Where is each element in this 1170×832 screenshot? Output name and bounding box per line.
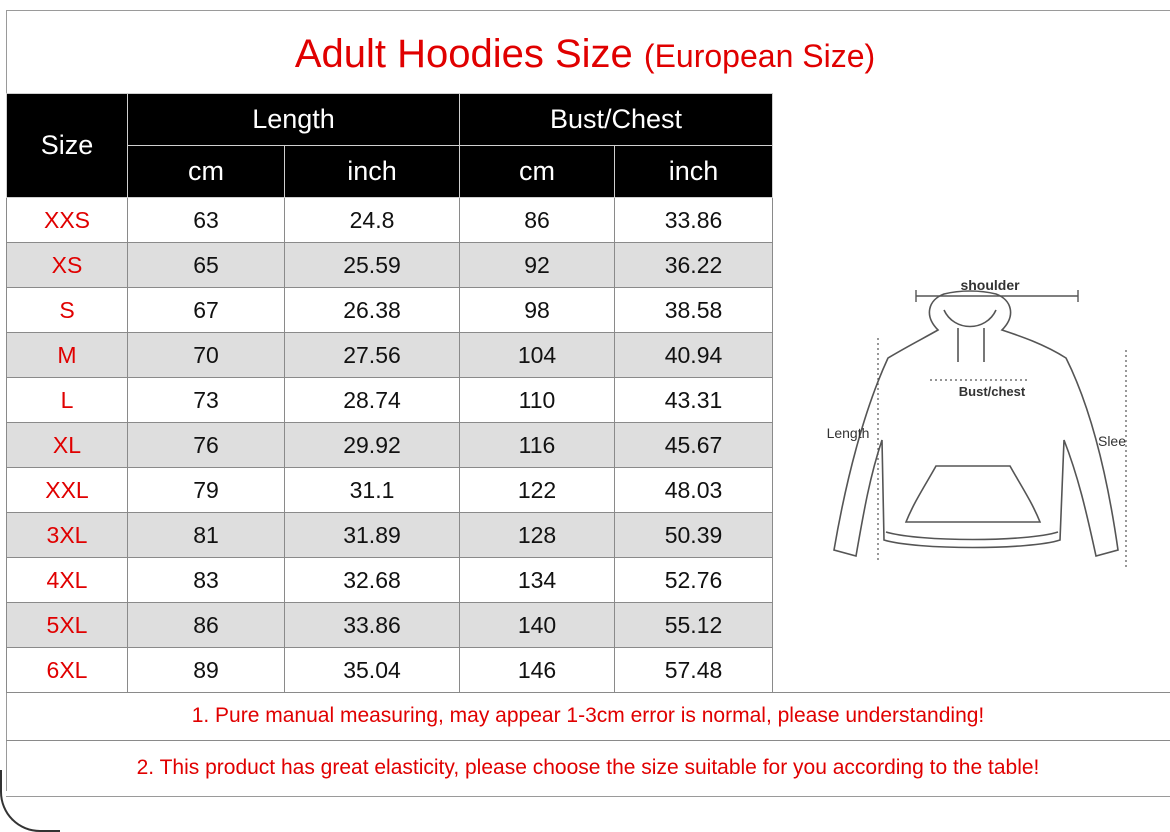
measure-cell: 31.89 [285, 513, 460, 558]
measure-cell: 140 [460, 603, 615, 648]
measure-cell: 76 [128, 423, 285, 468]
waistband [886, 532, 1058, 540]
measure-cell: 65 [128, 243, 285, 288]
unit-header: inch [285, 146, 460, 198]
size-cell: S [7, 288, 128, 333]
table-row [7, 288, 773, 333]
measure-cell: 128 [460, 513, 615, 558]
table-row [7, 558, 773, 603]
measure-cell: 122 [460, 468, 615, 513]
size-table [6, 93, 773, 693]
measure-cell: 45.67 [615, 423, 773, 468]
measure-cell: 104 [460, 333, 615, 378]
measure-cell: 67 [128, 288, 285, 333]
table-row [7, 423, 773, 468]
measure-cell: 43.31 [615, 378, 773, 423]
title-main: Adult Hoodies Size [294, 32, 633, 76]
size-cell: XXL [7, 468, 128, 513]
measure-cell: 28.74 [285, 378, 460, 423]
measure-cell: 38.58 [615, 288, 773, 333]
table-row [7, 648, 773, 693]
measure-cell: 27.56 [285, 333, 460, 378]
size-header: Size [7, 94, 128, 198]
unit-header: inch [615, 146, 773, 198]
hoodie-diagram [820, 270, 1132, 580]
frame-bottom-line [6, 796, 1170, 797]
title-sub: (European Size) [643, 38, 876, 74]
table-row [7, 378, 773, 423]
measure-cell: 32.68 [285, 558, 460, 603]
measure-cell: 116 [460, 423, 615, 468]
measure-cell: 110 [460, 378, 615, 423]
table-bottom-rule [6, 692, 1170, 693]
size-cell: 4XL [7, 558, 128, 603]
measure-cell: 92 [460, 243, 615, 288]
note-measuring: 1. Pure manual measuring, may appear 1-3cm error is normal, please understanding! [191, 704, 985, 727]
measure-cell: 40.94 [615, 333, 773, 378]
size-cell: L [7, 378, 128, 423]
size-cell: 3XL [7, 513, 128, 558]
table-row [7, 603, 773, 648]
bust-label: Bust/chest [958, 384, 1026, 399]
measure-cell: 29.92 [285, 423, 460, 468]
size-cell: 6XL [7, 648, 128, 693]
measure-cell: 25.59 [285, 243, 460, 288]
size-cell: XL [7, 423, 128, 468]
measure-cell: 33.86 [615, 198, 773, 243]
hood-opening [944, 310, 996, 327]
size-cell: M [7, 333, 128, 378]
note-elasticity: 2. This product has great elasticity, please choose the size suitable for you according to the table! [136, 756, 1040, 779]
shoulder-label: shoulder [960, 277, 1020, 293]
size-cell: XS [7, 243, 128, 288]
measure-cell: 24.8 [285, 198, 460, 243]
measure-cell: 33.86 [285, 603, 460, 648]
pocket [906, 466, 1040, 522]
unit-header: cm [460, 146, 615, 198]
table-row [7, 333, 773, 378]
measure-cell: 36.22 [615, 243, 773, 288]
measure-cell: 83 [128, 558, 285, 603]
measure-cell: 57.48 [615, 648, 773, 693]
measure-cell: 134 [460, 558, 615, 603]
table-row [7, 468, 773, 513]
sleeve-label: Slee [1097, 433, 1127, 449]
notes-separator [6, 740, 1170, 741]
measure-cell: 81 [128, 513, 285, 558]
measure-cell: 35.04 [285, 648, 460, 693]
length-header: Length [128, 94, 460, 146]
size-cell: 5XL [7, 603, 128, 648]
measure-cell: 26.38 [285, 288, 460, 333]
measure-cell: 89 [128, 648, 285, 693]
measure-cell: 86 [460, 198, 615, 243]
table-row [7, 198, 773, 243]
measure-cell: 73 [128, 378, 285, 423]
unit-header: cm [128, 146, 285, 198]
measure-cell: 63 [128, 198, 285, 243]
size-cell: XXS [7, 198, 128, 243]
measure-cell: 52.76 [615, 558, 773, 603]
measure-cell: 98 [460, 288, 615, 333]
measure-cell: 146 [460, 648, 615, 693]
table-row [7, 243, 773, 288]
measure-cell: 70 [128, 333, 285, 378]
page-title [0, 28, 1170, 82]
table-row [7, 513, 773, 558]
measure-cell: 86 [128, 603, 285, 648]
measure-cell: 55.12 [615, 603, 773, 648]
measure-cell: 31.1 [285, 468, 460, 513]
bust-header: Bust/Chest [460, 94, 773, 146]
length-label: Length [826, 425, 870, 441]
measure-cell: 50.39 [615, 513, 773, 558]
hoodie-outline [834, 291, 1118, 556]
measure-cell: 48.03 [615, 468, 773, 513]
measure-cell: 79 [128, 468, 285, 513]
